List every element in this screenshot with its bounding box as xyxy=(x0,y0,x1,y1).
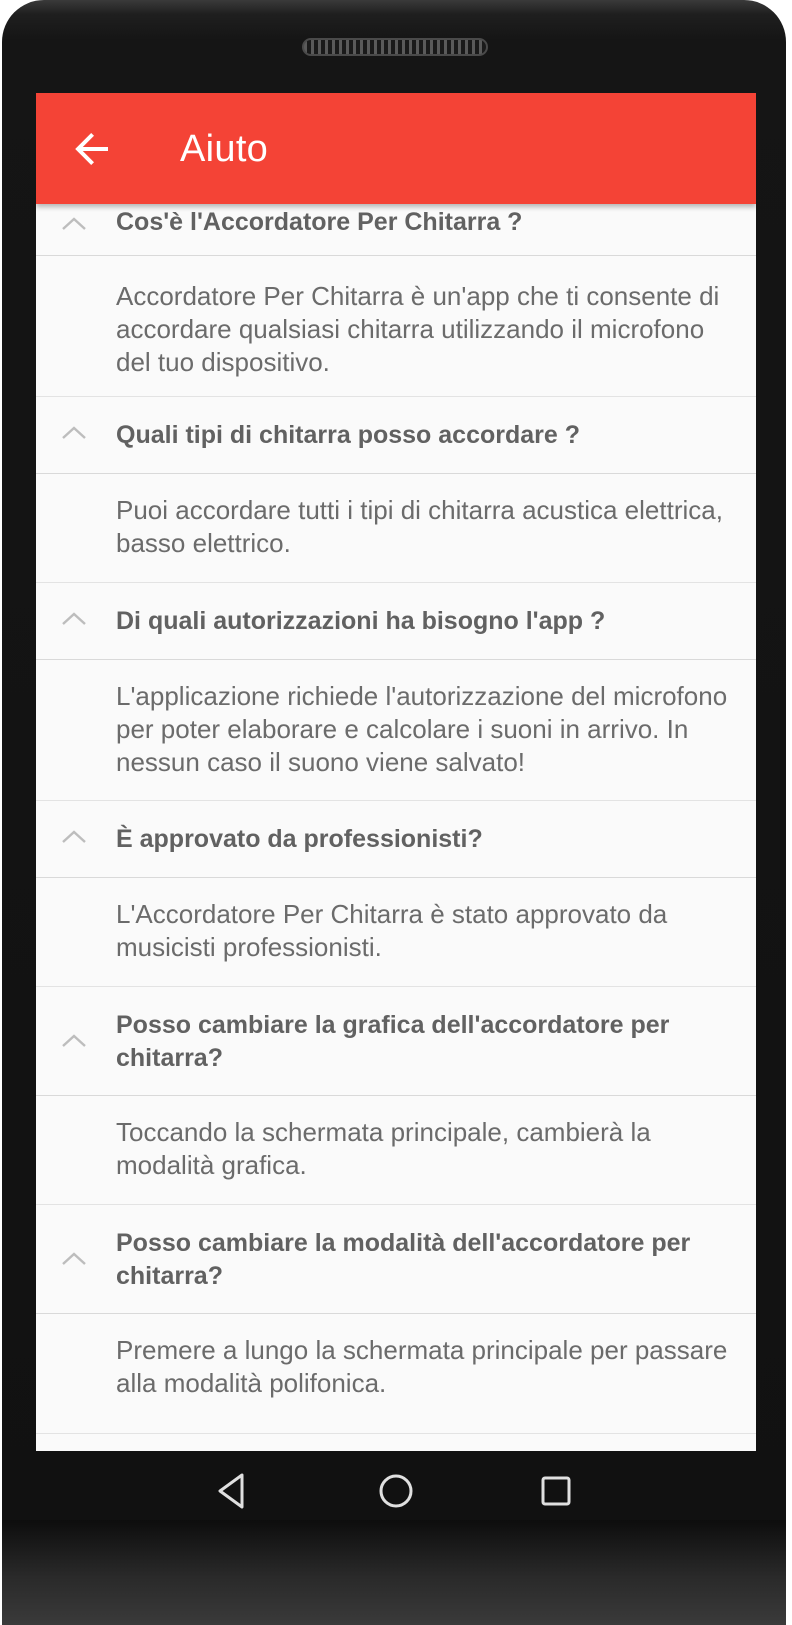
faq-question-text: È approvato da professionisti? xyxy=(116,825,483,853)
faq-answer-row xyxy=(36,878,756,987)
faq-question-text: Di quali autorizzazioni ha bisogno l'app ? xyxy=(116,607,606,635)
faq-question-row[interactable] xyxy=(36,204,756,256)
app-bar xyxy=(36,93,756,204)
faq-answer-row xyxy=(36,474,756,583)
chevron-up-icon xyxy=(60,423,88,441)
earpiece-speaker xyxy=(302,38,488,56)
chevron-up-icon xyxy=(60,1249,88,1267)
nav-home-button[interactable] xyxy=(370,1465,422,1517)
faq-answer-text: Toccando la schermata principale, cambierà la modalità grafica. xyxy=(116,1117,651,1180)
faq-answer-row xyxy=(36,660,756,801)
chevron-up-icon xyxy=(60,214,88,232)
faq-list xyxy=(36,204,756,1434)
circle-home-icon xyxy=(370,1465,422,1517)
nav-recents-button[interactable] xyxy=(530,1465,582,1517)
faq-question-row[interactable] xyxy=(36,397,756,474)
phone-chin xyxy=(2,1520,786,1625)
faq-answer-row xyxy=(36,1314,756,1434)
faq-answer-text: Puoi accordare tutti i tipi di chitarra acustica elettrica, basso elettrico. xyxy=(116,495,723,558)
faq-question-row[interactable] xyxy=(36,987,756,1096)
faq-answer-text: Accordatore Per Chitarra è un'app che ti consente di accordare qualsiasi chitarra utilizzando il microfono del tuo dispositivo. xyxy=(116,281,720,377)
faq-question-row[interactable] xyxy=(36,583,756,660)
faq-question-row[interactable] xyxy=(36,801,756,878)
chevron-up-icon xyxy=(60,1031,88,1049)
page-title: Aiuto xyxy=(180,128,269,170)
system-nav-bar xyxy=(36,1451,756,1533)
triangle-back-icon xyxy=(206,1465,258,1517)
faq-question-row[interactable] xyxy=(36,1205,756,1314)
chevron-up-icon xyxy=(60,827,88,845)
faq-answer-row xyxy=(36,256,756,397)
faq-answer-text: L'Accordatore Per Chitarra è stato approvato da musicisti professionisti. xyxy=(116,899,668,962)
faq-answer-row xyxy=(36,1096,756,1205)
faq-question-text: Quali tipi di chitarra posso accordare ? xyxy=(116,421,581,449)
faq-question-text: Posso cambiare la grafica dell'accordatore per chitarra? xyxy=(116,1011,670,1072)
faq-answer-text: Premere a lungo la schermata principale per passare alla modalità polifonica. xyxy=(116,1335,728,1398)
faq-answer-text: L'applicazione richiede l'autorizzazione del microfono per poter elaborare e calcolare i suoni in arrivo. In nessun caso il suono viene salvato! xyxy=(116,681,728,777)
faq-question-text: Posso cambiare la modalità dell'accordatore per chitarra? xyxy=(116,1229,691,1290)
square-recents-icon xyxy=(530,1465,582,1517)
nav-back-button[interactable] xyxy=(206,1465,258,1517)
chevron-up-icon xyxy=(60,609,88,627)
arrow-left-icon xyxy=(68,125,116,173)
back-button[interactable] xyxy=(68,125,116,173)
faq-question-text: Cos'è l'Accordatore Per Chitarra ? xyxy=(116,208,523,236)
app-screen xyxy=(36,93,756,1451)
